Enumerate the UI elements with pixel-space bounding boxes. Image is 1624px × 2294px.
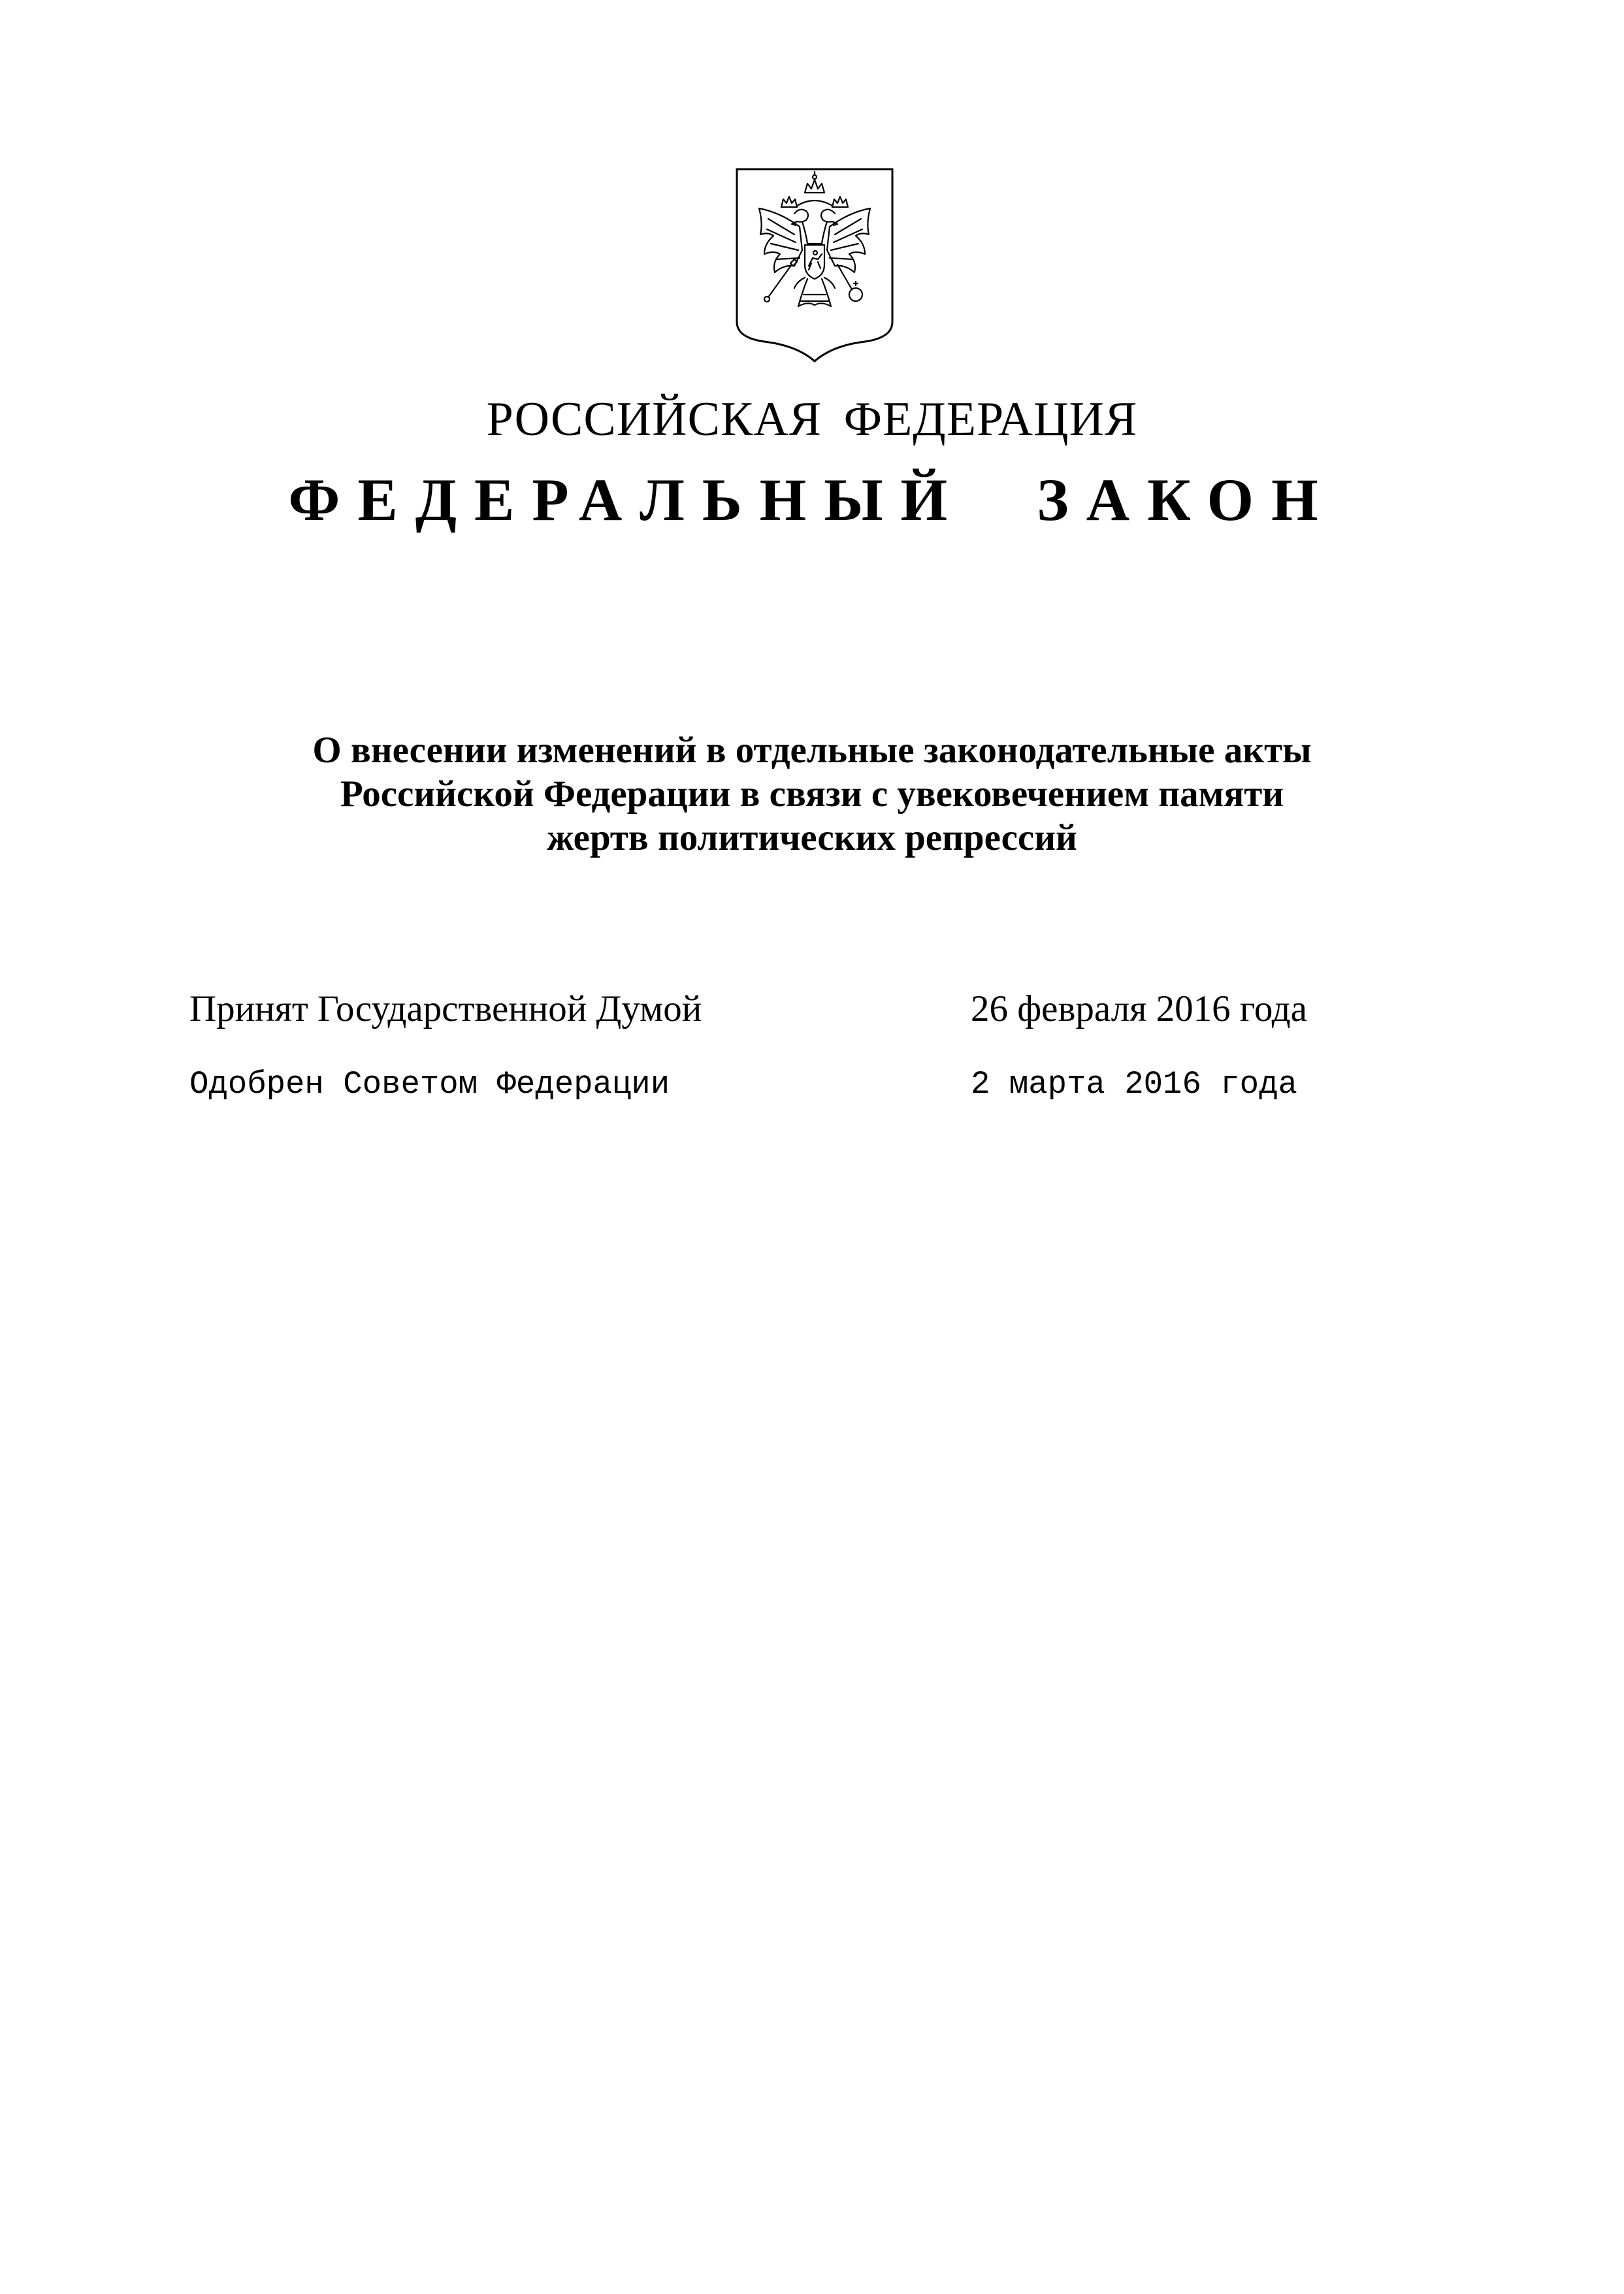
country-heading: РОССИЙСКАЯ ФЕДЕРАЦИЯ — [486, 393, 1138, 446]
law-title — [0, 728, 1624, 860]
duma-adoption-label: Принят Государственной Думой — [189, 988, 702, 1029]
law-title-line: жертв политических репрессий — [547, 817, 1077, 858]
russian-coat-of-arms-icon — [734, 167, 895, 363]
duma-adoption-date: 26 февраля 2016 года — [971, 988, 1307, 1029]
council-approval-label: Одобрен Советом Федерации — [189, 1066, 670, 1103]
document-type-heading: ФЕДЕРАЛЬНЫЙ ЗАКОН — [288, 466, 1336, 533]
council-approval-date: 2 марта 2016 года — [971, 1066, 1297, 1103]
law-title-line: О внесении изменений в отдельные законодательные акты — [312, 730, 1312, 771]
law-title-line: Российской Федерации в связи с увековечением памяти — [340, 773, 1284, 815]
